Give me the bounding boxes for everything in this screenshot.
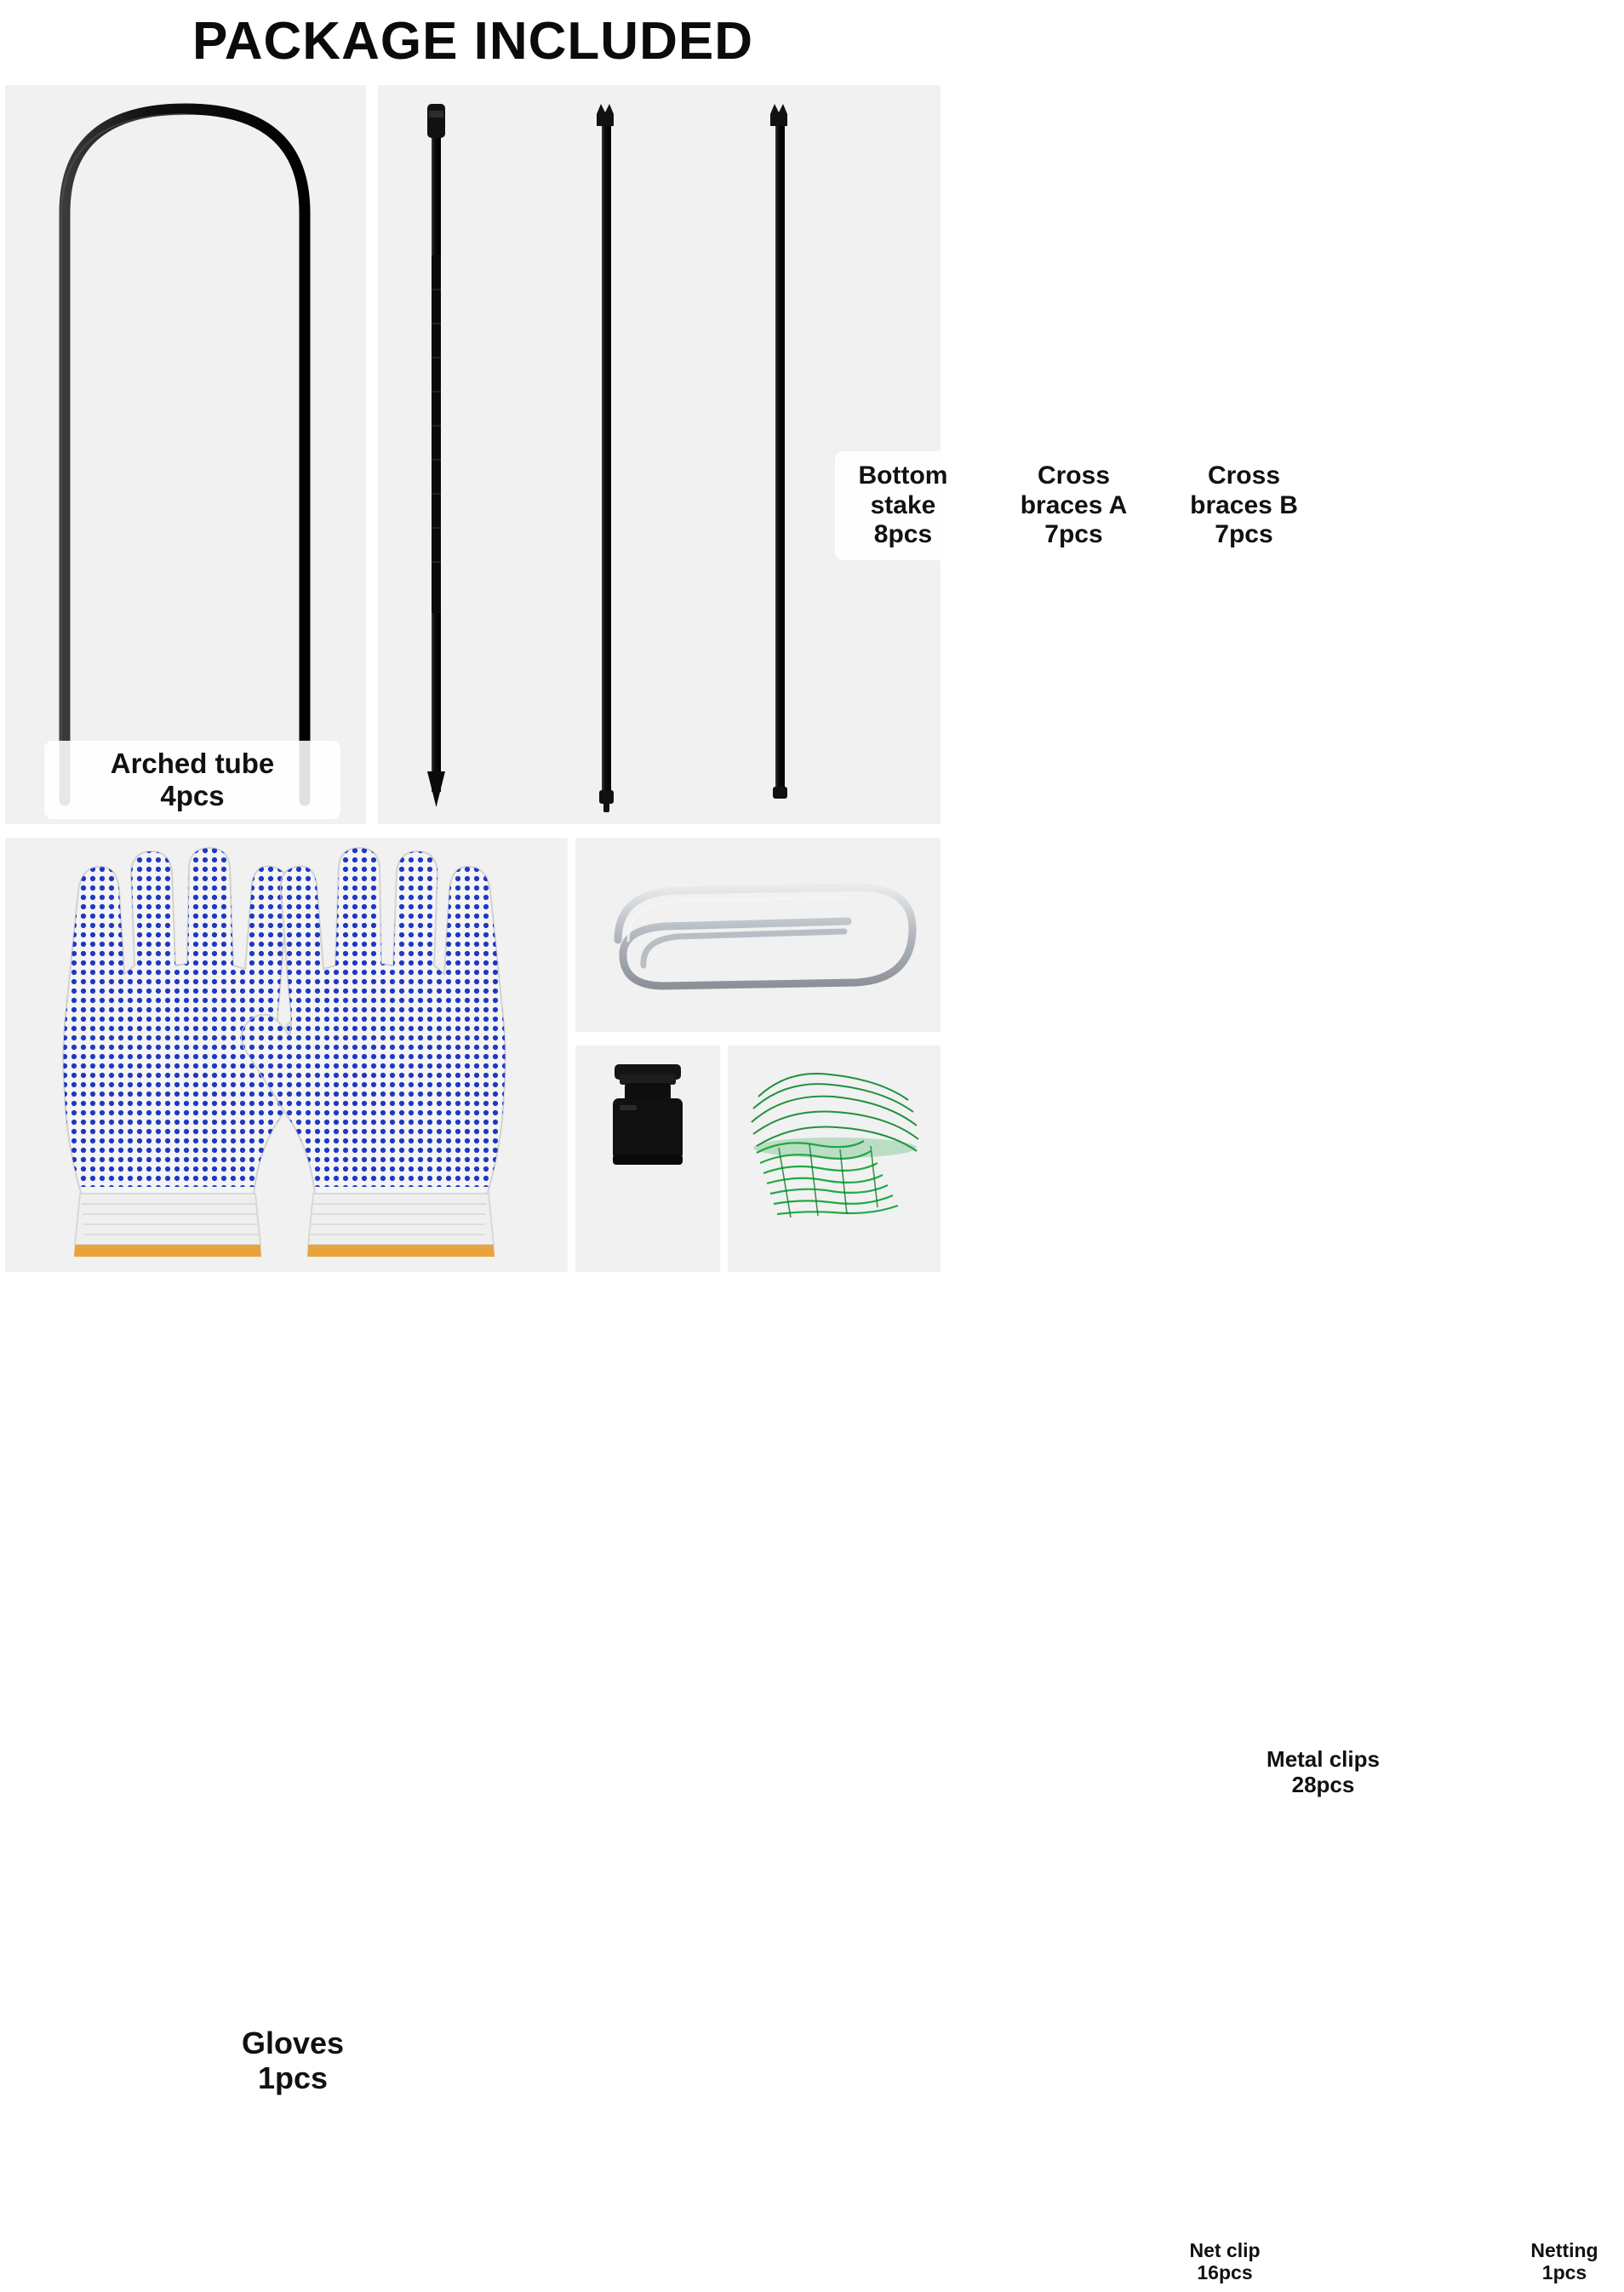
panel-poles	[378, 85, 1298, 824]
page-title: PACKAGE INCLUDED	[192, 11, 753, 71]
caption-gloves	[203, 2013, 383, 2108]
netting-icon	[728, 1046, 941, 1272]
caption-label-line2: braces B	[1190, 490, 1298, 519]
caption-count: 7pcs	[1215, 520, 1273, 549]
cross-brace-b-icon	[770, 104, 787, 799]
caption-count: 4pcs	[160, 780, 225, 811]
caption-count: 1pcs	[257, 2060, 329, 2095]
caption-net-clip	[1162, 2231, 1288, 2292]
panel-net-clip	[575, 1046, 1261, 2283]
panel-gloves	[5, 838, 568, 2095]
cross-brace-a-icon	[597, 104, 614, 812]
caption-metal-clips	[1244, 1740, 1402, 1805]
caption-label: Net clip	[1189, 2238, 1261, 2261]
caption-label-line2: braces A	[1020, 490, 1128, 519]
caption-label-line1: Bottom	[858, 461, 948, 490]
caption-label-line2: stake	[870, 490, 936, 519]
caption-bottom-stake	[835, 451, 971, 560]
caption-label: Arched tube	[110, 748, 275, 780]
panel-arched-tube	[5, 85, 366, 824]
caption-label-line1: Cross	[1207, 461, 1281, 490]
metal-clip-icon	[575, 838, 941, 1032]
caption-count: 28pcs	[1291, 1772, 1355, 1797]
caption-label: Gloves	[241, 2025, 345, 2060]
caption-cross-braces-a	[1008, 451, 1140, 560]
panel-metal-clips	[575, 838, 1380, 1797]
bottom-stake-icon	[427, 104, 445, 807]
arched-tube-icon	[5, 85, 366, 824]
caption-label: Netting	[1530, 2238, 1598, 2261]
caption-arched-tube	[44, 741, 340, 819]
caption-cross-braces-b	[1178, 451, 1310, 560]
caption-count: 16pcs	[1197, 2261, 1253, 2283]
gloves-icon	[5, 838, 568, 1272]
net-clip-icon	[575, 1046, 720, 1272]
caption-count: 7pcs	[1044, 520, 1103, 549]
caption-count: 1pcs	[1541, 2261, 1587, 2283]
caption-label: Metal clips	[1267, 1746, 1380, 1773]
caption-count: 8pcs	[873, 520, 933, 549]
caption-label-line1: Cross	[1037, 461, 1111, 490]
caption-netting	[1505, 2231, 1624, 2292]
